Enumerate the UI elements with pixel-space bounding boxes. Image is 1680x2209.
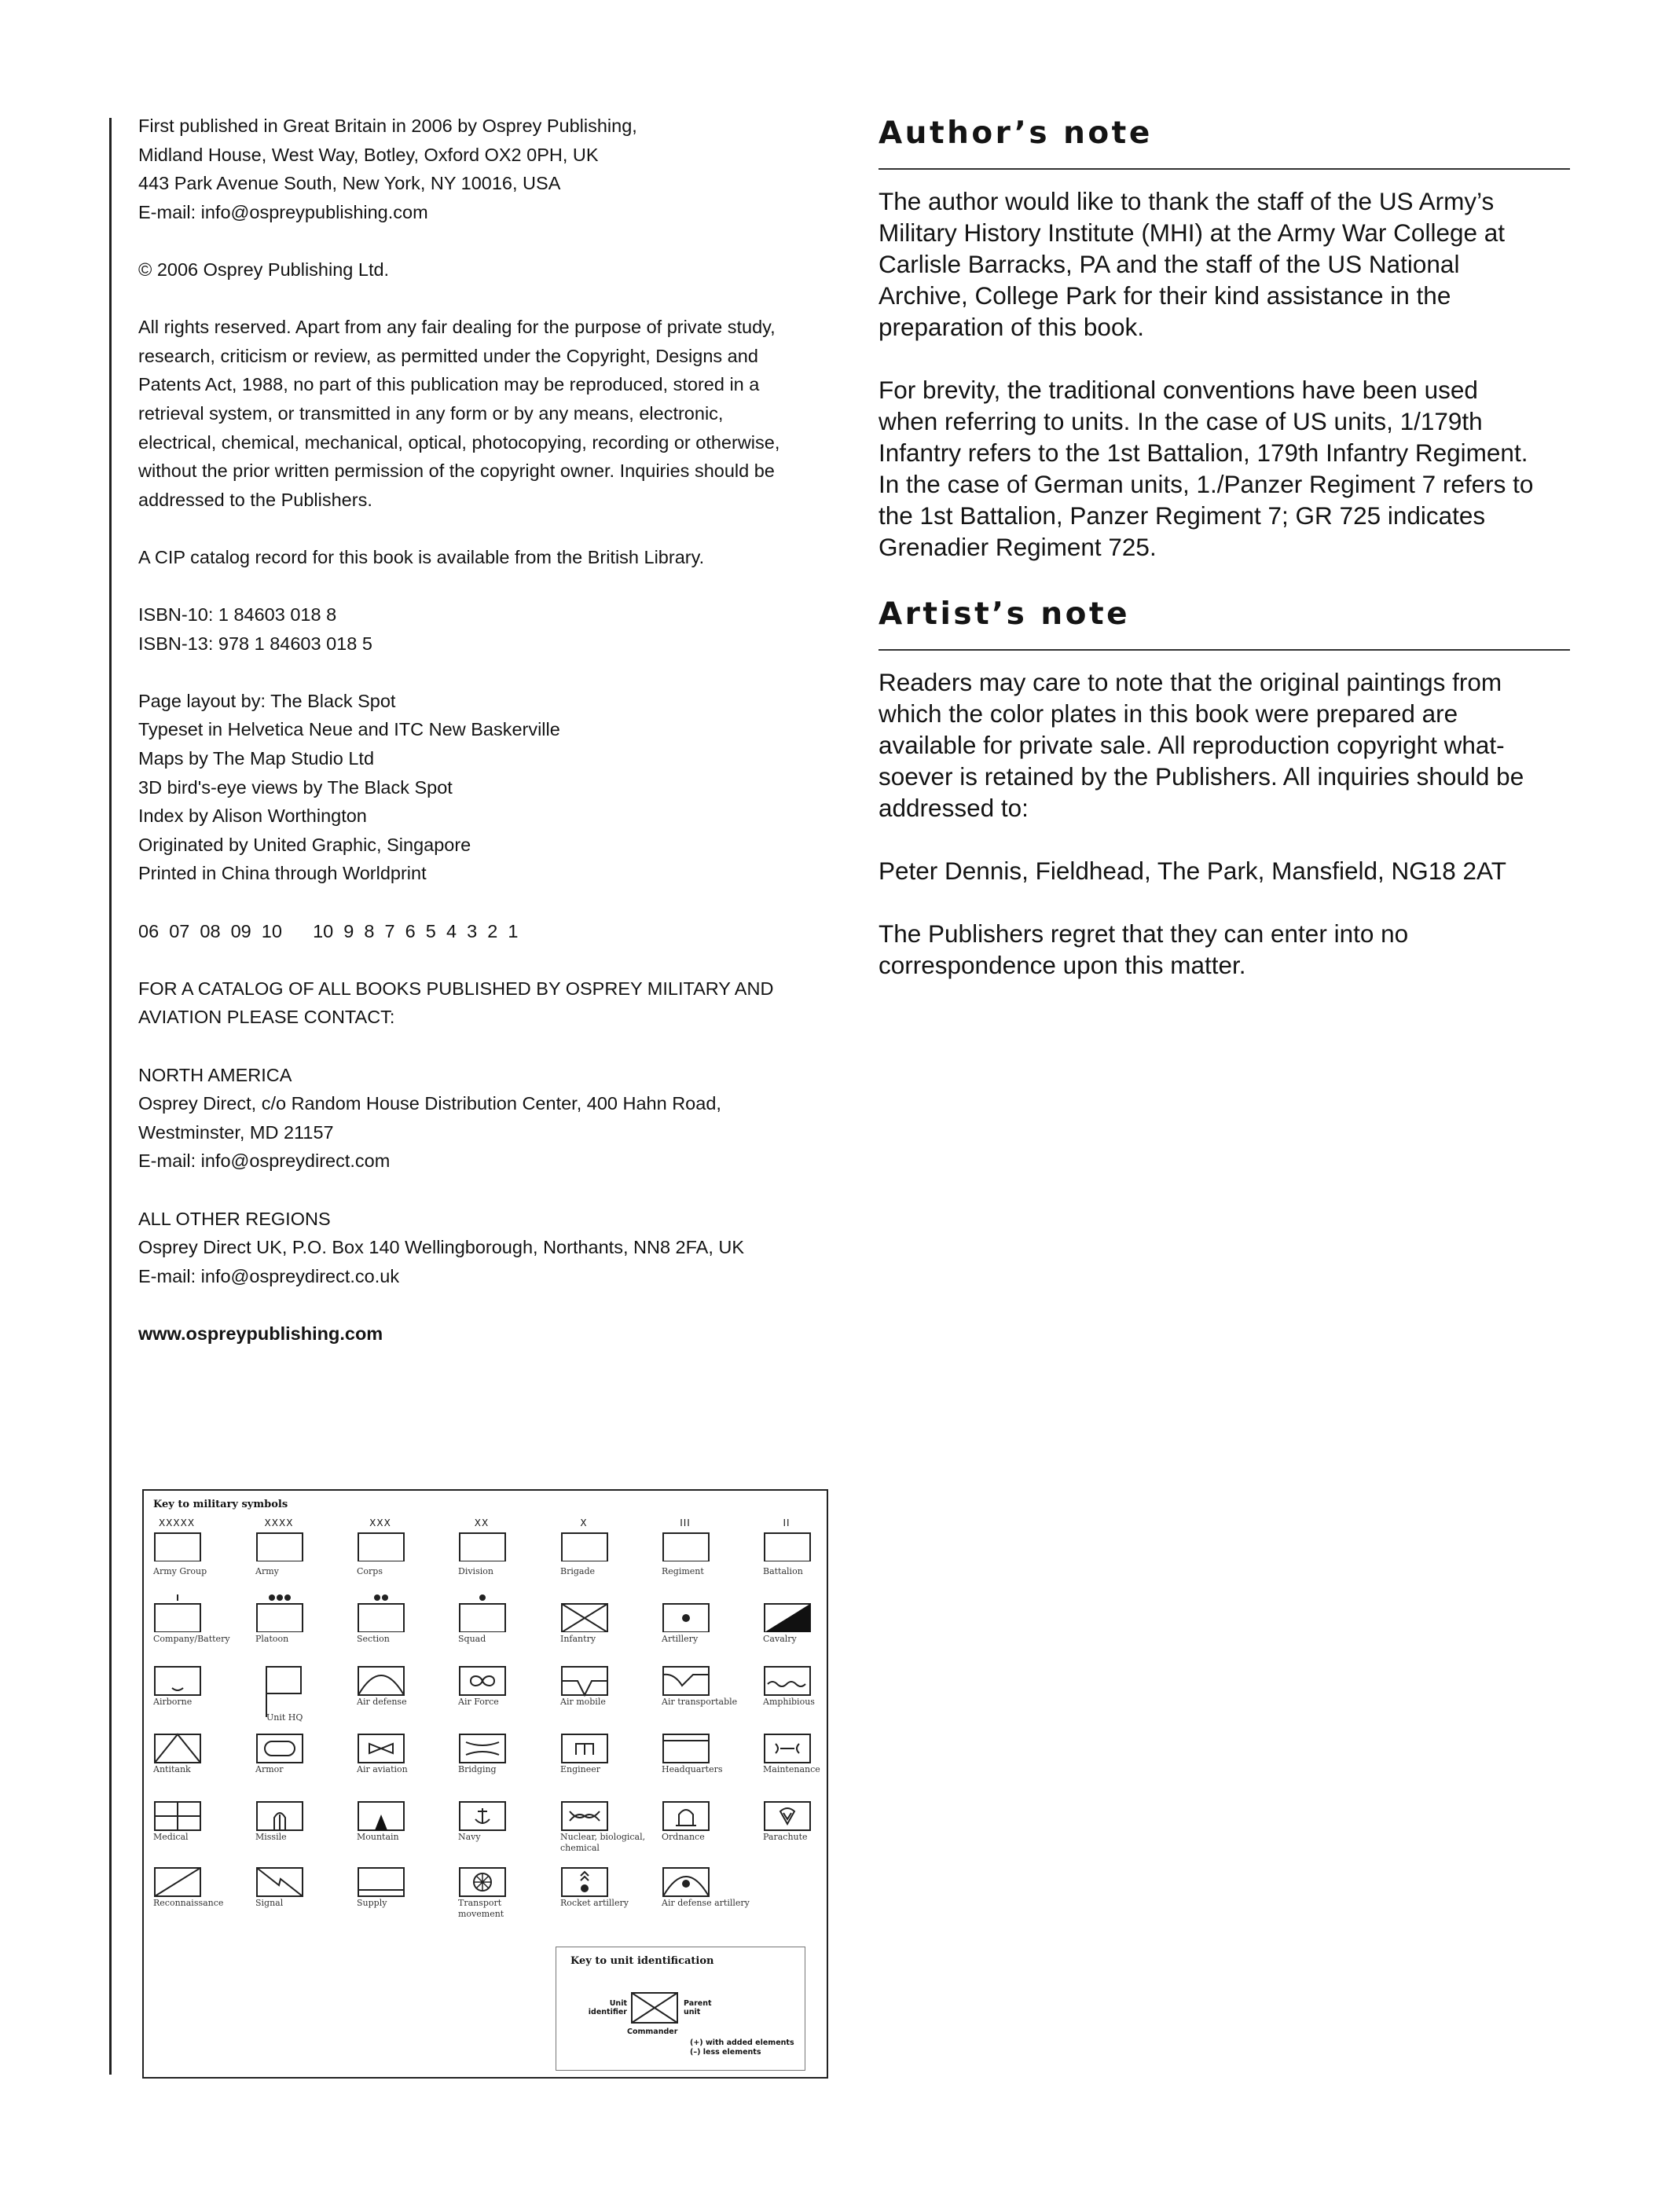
air-defense-artillery-icon [662, 1863, 710, 1901]
symbol-signal: Signal [255, 1857, 350, 1923]
added-elements-label: (+) with added elements [690, 2038, 794, 2047]
authors-note-heading: Author’s note [879, 116, 1153, 151]
medical-icon [153, 1797, 202, 1835]
symbol-maintenance: Maintenance [763, 1723, 857, 1789]
symbol-squad: Squad [458, 1588, 552, 1654]
military-symbols-key [142, 1489, 828, 2079]
platoon-icon [255, 1594, 304, 1632]
artist-address: Peter Dennis, Fieldhead, The Park, Mansfield, NG18 2AT [879, 857, 1506, 885]
symbol-armor: Armor [255, 1723, 350, 1789]
symbol-air-defense: Air defense [357, 1656, 451, 1722]
air-defense-icon [357, 1662, 405, 1700]
heading-rule [879, 649, 1570, 651]
cavalry-icon [763, 1594, 812, 1632]
symbol-regiment: III Regiment [662, 1521, 756, 1587]
other-regions-contact: ALL OTHER REGIONS Osprey Direct UK, P.O. Box 140 Wellingborough, Northants, NN8 2FA, UK E-mail: info@ospreydirect.co.uk [138, 1208, 745, 1286]
artillery-icon [662, 1594, 710, 1632]
symbol-cavalry: Cavalry [763, 1588, 857, 1654]
symbol-nbc: Nuclear, biological, chemical [560, 1791, 655, 1857]
isbn-block: ISBN-10: 1 84603 018 8 ISBN-13: 978 1 84603 018 5 [138, 604, 372, 654]
symbol-army-group: XXXXX Army Group [153, 1517, 207, 1576]
symbol-engineer: Engineer [560, 1723, 655, 1789]
symbol-rocket-artillery: Rocket artillery [560, 1857, 655, 1923]
company-icon [153, 1594, 202, 1632]
armor-icon [255, 1730, 304, 1767]
infantry-unit-icon [630, 1991, 680, 2026]
symbol-air-force: Air Force [458, 1656, 552, 1722]
symbol-antitank: Antitank [153, 1723, 248, 1789]
north-america-contact: NORTH AMERICA Osprey Direct, c/o Random House Distribution Center, 400 Hahn Road, Westminster, MD 21157 E-mail: info@ospreydirect.com [138, 1064, 721, 1172]
parachute-icon [763, 1797, 812, 1835]
cip-record: A CIP catalog record for this book is available from the British Library. [138, 546, 705, 567]
rocket-artillery-icon [560, 1863, 609, 1901]
symbol-air-aviation: Air aviation [357, 1723, 451, 1789]
artists-note-para-2: The Publishers regret that they can enter into no correspondence upon this matter. [879, 919, 1409, 979]
credits-block: Page layout by: The Black Spot Typeset in Helvetica Neue and ITC New Baskerville Maps by The Map Studio Ltd 3D bird's-eye views by The Black Spot Index by Alison Worthington Originated by United Graphic, Singapore Printed in China through Worldprint [138, 690, 560, 884]
symbol-platoon: Platoon [255, 1588, 350, 1654]
army-group-icon [153, 1527, 202, 1561]
heading-rule [879, 168, 1570, 170]
maintenance-icon [763, 1730, 812, 1767]
symbol-infantry: Infantry [560, 1588, 655, 1654]
publisher-block: First published in Great Britain in 2006 by Osprey Publishing, Midland House, West Way, Botley, Oxford OX2 0PH, UK 443 Park Avenue South, New York, NY 10016, USA E-mail: info@ospreypublishing.com [138, 116, 637, 222]
symbol-parachute: Parachute [763, 1791, 857, 1857]
website: www.ospreypublishing.com [138, 1323, 383, 1344]
mountain-icon [357, 1797, 405, 1835]
missile-icon [255, 1797, 304, 1835]
air-transportable-icon [662, 1662, 710, 1700]
signal-icon [255, 1863, 304, 1901]
ordnance-icon [662, 1797, 710, 1835]
nbc-icon [560, 1797, 609, 1835]
navy-anchor-icon [458, 1797, 507, 1835]
division-icon [458, 1527, 507, 1561]
unit-key-title: Key to unit identification [570, 1955, 714, 1967]
symbol-artillery: Artillery [662, 1588, 756, 1654]
symbol-brigade: X Brigade [560, 1521, 655, 1587]
symbol-section: Section [357, 1588, 451, 1654]
symbol-unit-hq: Unit HQ [255, 1656, 350, 1722]
regiment-icon [662, 1527, 710, 1561]
unit-identifier-label: Unit identifier [588, 1999, 627, 2016]
symbol-reconnaissance: Reconnaissance [153, 1857, 248, 1923]
engineer-icon [560, 1730, 609, 1767]
symbol-ordnance: Ordnance [662, 1791, 756, 1857]
transport-wheel-icon [458, 1863, 507, 1901]
air-force-icon [458, 1662, 507, 1700]
commander-label: Commander [627, 2027, 678, 2036]
symbol-transport: Transport movement [458, 1857, 552, 1923]
antitank-icon [153, 1730, 202, 1767]
symbol-supply: Supply [357, 1857, 451, 1923]
symbol-company: Company/Battery [153, 1588, 248, 1654]
symbol-navy: Navy [458, 1791, 552, 1857]
notes-column [879, 110, 1570, 1012]
imprint-column [138, 112, 869, 1377]
symbol-amphibious: Amphibious [763, 1656, 857, 1722]
symbol-missile: Missile [255, 1791, 350, 1857]
army-icon [255, 1527, 304, 1561]
symbol-airborne: Airborne [153, 1656, 248, 1722]
margin-rule [109, 118, 112, 2075]
less-elements-label: (–) less elements [690, 2048, 761, 2057]
battalion-icon [763, 1527, 812, 1561]
artists-note-para-1: Readers may care to note that the original paintings from which the color plates in this book were prepared are available for private sale. All reproduction copyright what- soever is retained by the Publishers. All inquiries should be addressed to: [879, 668, 1524, 822]
air-mobile-icon [560, 1662, 609, 1700]
headquarters-icon [662, 1730, 710, 1767]
symbol-corps: XXX Corps [357, 1521, 451, 1587]
airborne-icon [153, 1662, 202, 1700]
symbols-key-title: Key to military symbols [153, 1499, 288, 1510]
infantry-icon [560, 1594, 609, 1632]
authors-note-para-2: For brevity, the traditional conventions have been used when referring to units. In the case of US units, 1/179th Infantry refers to the 1st Battalion, 179th Infantry Regiment. In the case of German units, 1./Panzer Regiment 7 refers to the 1st Battalion, Panzer Regiment 7; GR 725 indicates Grenadier Regiment 725. [879, 376, 1534, 561]
brigade-icon [560, 1527, 609, 1561]
symbol-air-transportable: Air transportable [662, 1656, 756, 1722]
symbol-mountain: Mountain [357, 1791, 451, 1857]
symbol-air-defense-artillery: Air defense artillery [662, 1857, 756, 1923]
squad-icon [458, 1594, 507, 1632]
unit-identification-key [556, 1947, 805, 2071]
parent-unit-label: Parent unit [684, 1999, 712, 2016]
air-aviation-icon [357, 1730, 405, 1767]
symbol-air-mobile: Air mobile [560, 1656, 655, 1722]
symbol-battalion: II Battalion [763, 1521, 857, 1587]
symbol-medical: Medical [153, 1791, 248, 1857]
artists-note-heading: Artist’s note [879, 596, 1131, 632]
symbol-army: XXXX Army [255, 1521, 350, 1587]
supply-icon [357, 1863, 405, 1901]
authors-note-para-1: The author would like to thank the staff of the US Army’s Military History Institute (MHI) at the Army War College at Carlisle Barracks, PA and the staff of the US National Archive, College Park for their kind assistance in the preparation of this book. [879, 187, 1506, 341]
catalog-notice: FOR A CATALOG OF ALL BOOKS PUBLISHED BY OSPREY MILITARY AND AVIATION PLEASE CONTACT: [138, 978, 774, 1028]
copyright-line: © 2006 Osprey Publishing Ltd. [138, 259, 390, 280]
symbol-division: XX Division [458, 1521, 552, 1587]
symbol-headquarters: Headquarters [662, 1723, 756, 1789]
reconnaissance-icon [153, 1863, 202, 1901]
symbol-bridging: Bridging [458, 1723, 552, 1789]
amphibious-icon [763, 1662, 812, 1700]
section-icon [357, 1594, 405, 1632]
rights-notice: All rights reserved. Apart from any fair dealing for the purpose of private study, research, criticism or review, as permitted under the Copyright, Designs and Patents Act, 1988, no part of this publication may be reproduced, stored in a retrieval system, or transmitted in any form or by any means, electronic, electrical, chemical, mechanical, optical, photocopying, recording or otherwise, without the prior written permission of the copyright owner. Inquiries should be addressed to the Publishers. [138, 317, 780, 510]
bridging-icon [458, 1730, 507, 1767]
corps-icon [357, 1527, 405, 1561]
unit-hq-icon [255, 1662, 304, 1719]
printing-line: 06 07 08 09 10 10 9 8 7 6 5 4 3 2 1 [138, 920, 519, 941]
